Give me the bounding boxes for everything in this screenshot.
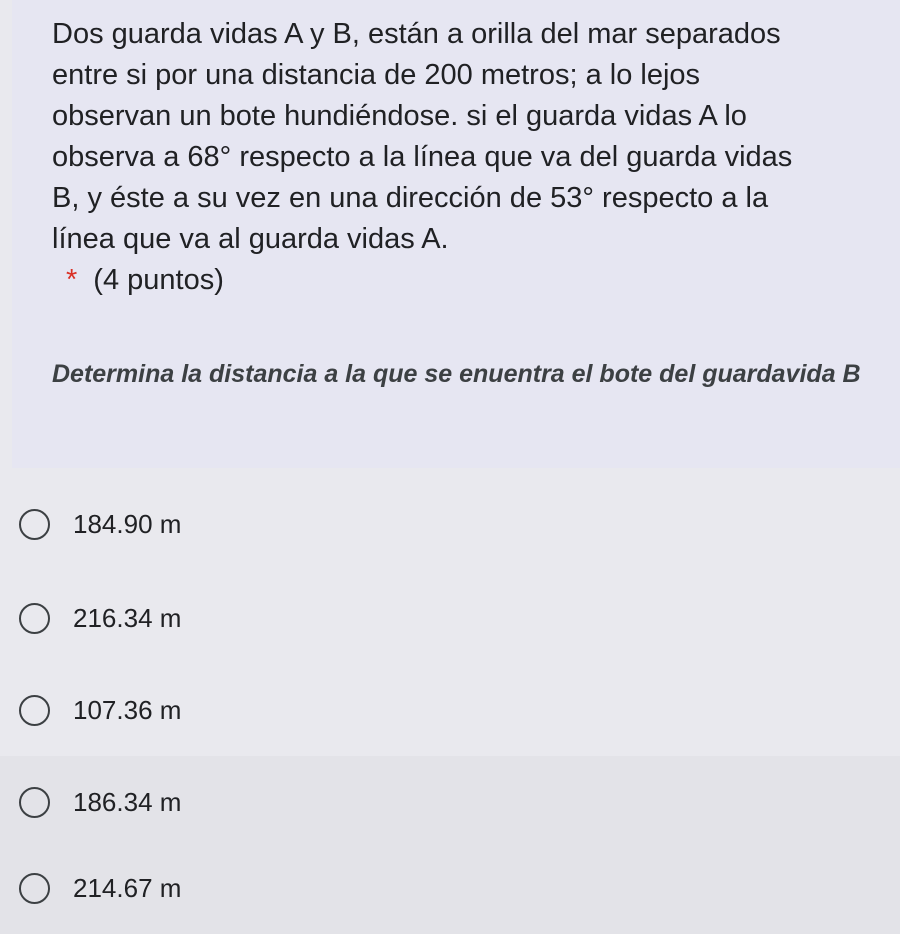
points-label: (4 puntos) [93,264,224,296]
option-label: 216.34 m [73,602,182,633]
radio-button-icon[interactable] [19,603,50,634]
option-5[interactable] [0,842,900,934]
radio-button-icon[interactable] [19,873,50,904]
option-label: 186.34 m [73,786,182,817]
answer-options [0,468,900,933]
option-3[interactable] [0,664,900,756]
option-label: 184.90 m [73,508,182,539]
radio-button-icon[interactable] [19,787,50,818]
radio-button-icon[interactable] [19,509,50,540]
question-text: Dos guarda vidas A y B, están a orilla del mar separados entre si por una distancia de 200 metros; a lo lejos observan un bote hundiéndose. si el guarda vidas A lo observa a 68° respecto a la línea que va del guarda vidas B, y éste a su vez en una dirección de 53° respecto a la línea que va al guarda vidas A. [52,18,793,255]
option-label: 107.36 m [73,694,182,725]
required-asterisk: * [66,264,78,296]
question-card [12,0,900,468]
option-4[interactable] [0,756,900,848]
option-2[interactable] [0,572,900,664]
radio-button-icon[interactable] [19,695,50,726]
points-line [66,260,900,301]
option-1[interactable] [0,478,900,570]
option-label: 214.67 m [73,872,182,903]
question-subtitle: Determina la distancia a la que se enuentra el bote del guardavida B [52,360,861,388]
